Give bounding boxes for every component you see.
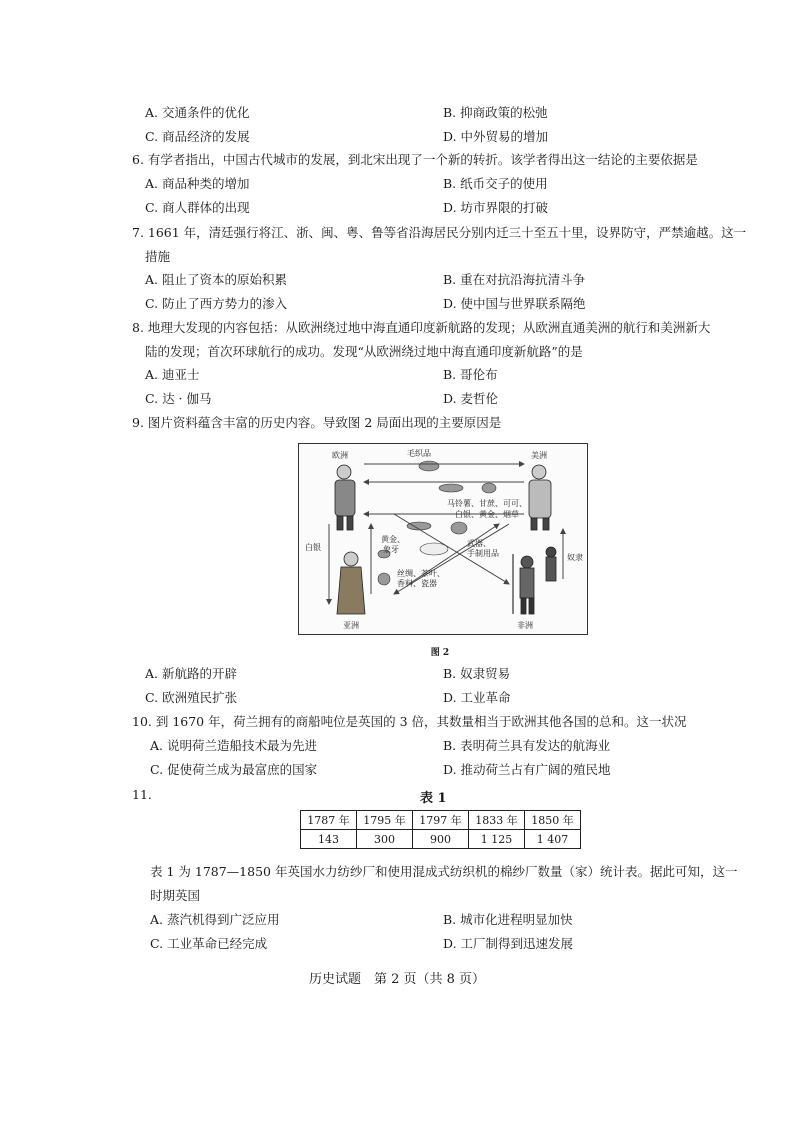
q7-option-d: D. 使中国与世界联系隔绝 [443, 296, 586, 311]
q9-option-b: B. 奴隶贸易 [443, 666, 511, 681]
label-america-goods-2: 白银、黄金、烟草 [455, 510, 519, 519]
label-africa: 非洲 [517, 621, 533, 630]
q10-stem: 10. 到 1670 年，荷兰拥有的商船吨位是英国的 3 倍，其数量相当于欧洲其他各国的总和。这一状况 [132, 714, 687, 729]
label-asia-goods-1: 丝绸、茶叶、 [397, 569, 445, 578]
q7-option-b: B. 重在对抗沿海抗清斗争 [443, 272, 586, 287]
label-weapons-1: 武器、 [467, 539, 491, 548]
table-cell-year: 1787 年 [301, 811, 357, 830]
q7-option-c: C. 防止了西方势力的渗入 [145, 296, 288, 311]
q8-option-d: D. 麦哲伦 [443, 391, 499, 406]
q5-option-b: B. 抑商政策的松弛 [443, 105, 548, 120]
figure-2-trade-diagram [298, 443, 588, 635]
label-asia: 亚洲 [343, 621, 359, 630]
q5-option-a: A. 交通条件的优化 [145, 105, 250, 120]
table-cell-count: 300 [357, 830, 413, 849]
q6-option-a: A. 商品种类的增加 [145, 176, 250, 191]
table-row-years [301, 811, 581, 830]
q11-option-a: A. 蒸汽机得到广泛应用 [150, 912, 280, 927]
table-1 [300, 810, 581, 849]
q5-option-d: D. 中外贸易的增加 [443, 129, 549, 144]
q5-option-c: C. 商品经济的发展 [145, 129, 250, 144]
table-row-counts [301, 830, 581, 849]
q8-option-c: C. 达 · 伽马 [145, 391, 212, 406]
q9-option-d: D. 工业革命 [443, 690, 511, 705]
label-america-goods-1: 马铃薯、甘蔗、可可、 [447, 499, 527, 508]
q6-stem: 6. 有学者指出，中国古代城市的发展，到北宋出现了一个新的转折。该学者得出这一结论的主要依据是 [132, 152, 698, 167]
table-cell-count: 143 [301, 830, 357, 849]
table-1-title: 表 1 [420, 791, 447, 806]
q11-stem-line1: 表 1 为 1787—1850 年英国水力纺纱厂和使用混成式纺织机的棉纱厂数量（家）统计表。据此可知，这一 [150, 864, 738, 879]
q8-stem-line1: 8. 地理大发现的内容包括：从欧洲绕过地中海直通印度新航路的发现；从欧洲直通美洲的航行和美洲新大 [132, 320, 711, 335]
africa-figure [513, 547, 556, 614]
asia-figure [337, 552, 365, 614]
goods-pictograms [378, 461, 496, 585]
america-figure [529, 465, 551, 530]
q10-option-d: D. 推动荷兰占有广阔的殖民地 [443, 762, 611, 777]
q9-option-c: C. 欧洲殖民扩张 [145, 690, 238, 705]
europe-figure [335, 465, 355, 530]
label-europe: 欧洲 [332, 451, 348, 460]
q6-option-b: B. 纸币交子的使用 [443, 176, 548, 191]
figure-caption: 图 2 [430, 648, 450, 658]
label-weapons-2: 手制用品 [467, 549, 499, 558]
label-silver: 白银 [305, 543, 321, 552]
q8-option-a: A. 迪亚士 [145, 367, 200, 382]
q7-stem-line1: 7. 1661 年，清廷强行将江、浙、闽、粤、鲁等省沿海居民分别内迁三十至五十里，设界防守，严禁逾越。这一 [132, 225, 747, 240]
table-cell-count: 900 [413, 830, 469, 849]
q7-option-a: A. 阻止了资本的原始积累 [145, 272, 287, 287]
q11-stem-line2: 时期英国 [150, 888, 201, 903]
label-slaves: 奴隶 [567, 553, 583, 562]
table-cell-count: 1 407 [525, 830, 581, 849]
table-cell-year: 1833 年 [469, 811, 525, 830]
label-gold-ivory-1: 黄金、 [381, 535, 405, 544]
label-asia-goods-2: 香料、瓷器 [397, 579, 437, 588]
trade-illustration [299, 444, 587, 634]
table-cell-count: 1 125 [469, 830, 525, 849]
label-america: 美洲 [531, 451, 547, 460]
q11-option-b: B. 城市化进程明显加快 [443, 912, 573, 927]
q7-stem-line2: 措施 [145, 249, 171, 264]
q6-option-c: C. 商人群体的出现 [145, 200, 250, 215]
q10-option-c: C. 促使荷兰成为最富庶的国家 [150, 762, 318, 777]
label-woolens: 毛织品 [407, 449, 431, 458]
table-cell-year: 1795 年 [357, 811, 413, 830]
q11-number: 11. [132, 787, 152, 802]
q11-option-c: C. 工业革命已经完成 [150, 936, 268, 951]
page-footer: 历史试题 第 2 页（共 8 页） [308, 972, 486, 987]
q8-stem-line2: 陆的发现；首次环球航行的成功。发现“从欧洲绕过地中海直通印度新航路”的是 [145, 344, 583, 359]
table-cell-year: 1797 年 [413, 811, 469, 830]
q10-option-b: B. 表明荷兰具有发达的航海业 [443, 738, 611, 753]
q9-stem: 9. 图片资料蕴含丰富的历史内容。导致图 2 局面出现的主要原因是 [132, 415, 502, 430]
q9-option-a: A. 新航路的开辟 [145, 666, 237, 681]
table-cell-year: 1850 年 [525, 811, 581, 830]
q10-option-a: A. 说明荷兰造船技术最为先进 [150, 738, 317, 753]
q11-option-d: D. 工厂制得到迅速发展 [443, 936, 574, 951]
q8-option-b: B. 哥伦布 [443, 367, 498, 382]
label-gold-ivory-2: 象牙 [383, 545, 399, 554]
q6-option-d: D. 坊市界限的打破 [443, 200, 549, 215]
